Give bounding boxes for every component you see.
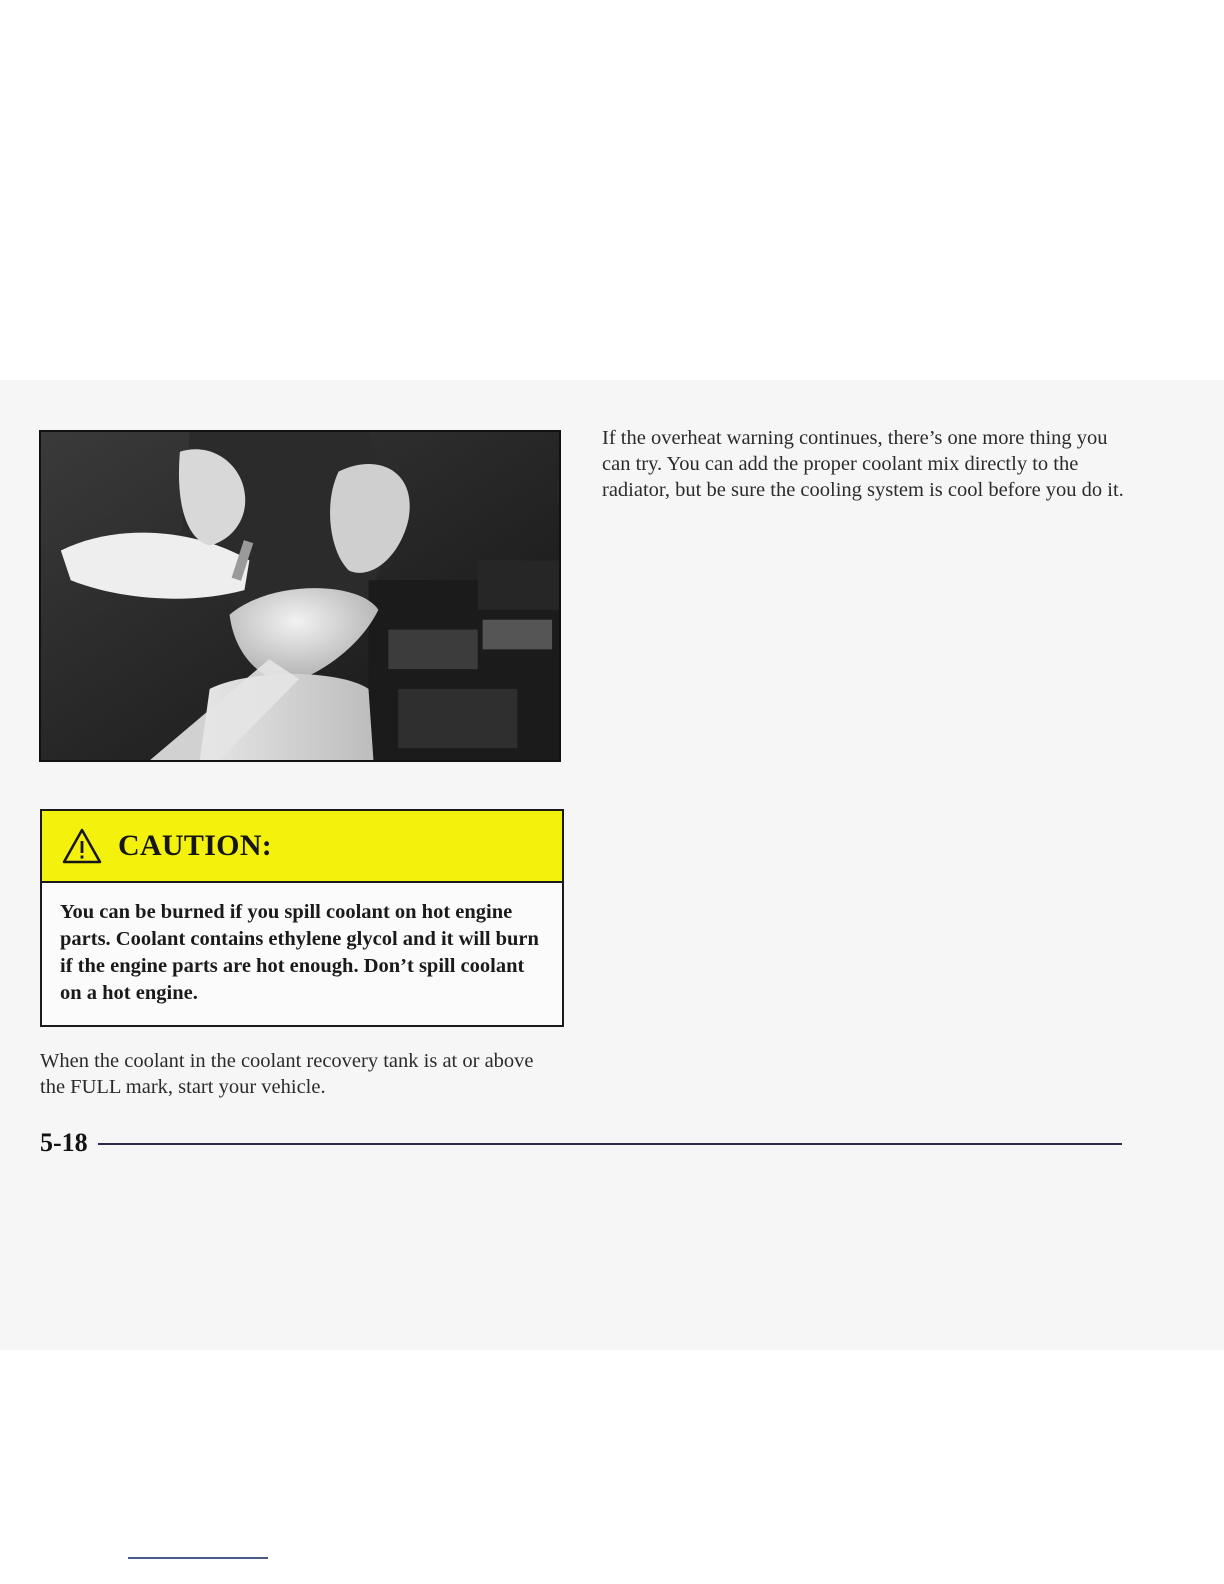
caution-body-text: You can be burned if you spill coolant on hot engine parts. Coolant contains ethylene glycol and it will burn if the engine parts are hot enough. Don’t spill coolant on a hot engine. (60, 901, 539, 1004)
photo-illustration (41, 432, 559, 760)
caution-title: CAUTION: (118, 829, 273, 862)
caution-box (40, 809, 564, 1027)
footer-rule (98, 1143, 1122, 1145)
recovery-tank-paragraph: When the coolant in the coolant recovery tank is at or above the FULL mark, start your vehicle. (40, 1050, 534, 1098)
page-footer (40, 1128, 1122, 1158)
warning-triangle-icon (62, 828, 102, 864)
coolant-pouring-photo (39, 430, 561, 762)
caution-header (42, 811, 562, 883)
page-number: 5-18 (40, 1128, 88, 1157)
overheat-instruction-paragraph: If the overheat warning continues, there’s one more thing you can try. You can add the proper coolant mix directly to the radiator, but be sure the cooling system is cool before you do it. (602, 427, 1124, 501)
bottom-divider (128, 1557, 268, 1559)
